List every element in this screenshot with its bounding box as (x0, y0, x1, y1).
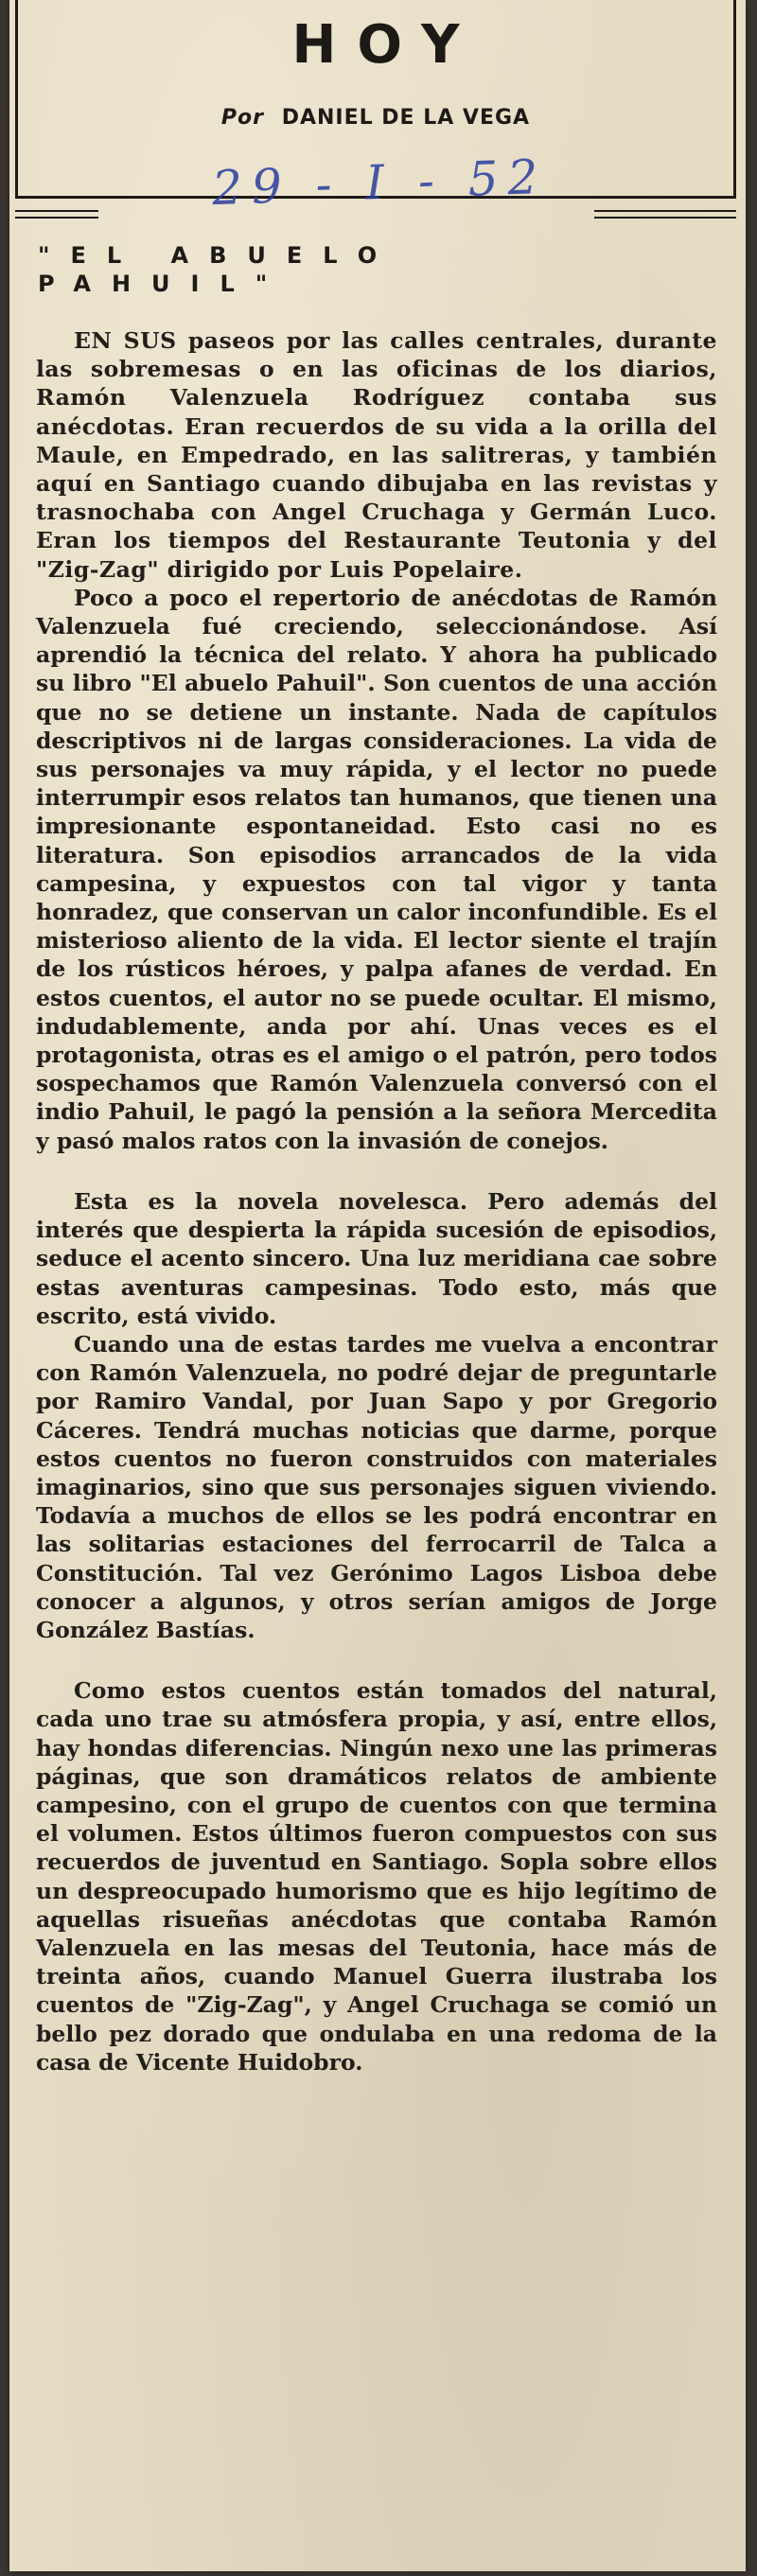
article-paragraph: EN SUS paseos por las calles centrales, durante las sobremesas o en las oficinas de los diarios, Ramón Valenzuela Rodríguez contaba sus anécdotas. Eran recuerdos de su vida a la orilla del Maule, en Empedrado, en las salitreras, y también aquí en Santiago cuando dibujaba en las revistas y trasnochaba con Angel Cruchaga y Germán Luco. Eran los tiempos del Restaurante Teutonia y del "Zig-Zag" dirigido por Luis Popelaire. (36, 327, 717, 583)
byline (18, 106, 733, 130)
newspaper-clipping (9, 0, 746, 2571)
masthead-box (15, 0, 736, 217)
byline-author: DANIEL DE LA VEGA (281, 106, 531, 130)
column-title: HOY (291, 14, 481, 76)
divider-rule-right (594, 210, 736, 219)
handwritten-date: 29 - I - 52 (211, 149, 549, 217)
article-body (36, 326, 717, 2077)
byline-prefix: Por (220, 106, 265, 130)
article-paragraph: Cuando una de estas tardes me vuelva a encontrar con Ramón Valenzuela, no podré dejar de preguntarle por Ramiro Vandal, por Juan Sapo y por Gregorio Cáceres. Tendrá muchas noticias que darme, porque estos cuentos no fueron construidos con materiales imaginarios, sino que sus personajes siguen viviendo. Todavía a muchos de ellos se les podrá encontrar en las solitarias estaciones del ferrocarril de Talca a Constitución. Tal vez Gerónimo Lagos Lisboa debe conocer a algunos, y otros serían amigos de Jorge González Bastías. (36, 1330, 717, 1643)
article-paragraph: Como estos cuentos están tomados del natural, cada uno trae su atmósfera propia, y así, entre ellos, hay hondas diferencias. Ningún nexo une las primeras páginas, que son dramáticos relatos de ambiente campesino, con el grupo de cuentos con que termina el volumen. Estos últimos fueron compuestos con sus recuerdos de juventud en Santiago. Sopla sobre ellos un despreocupado humorismo que es hijo legítimo de aquellas risueñas anécdotas que contaba Ramón Valenzuela en las mesas del Teutonia, hace más de treinta años, cuando Manuel Guerra ilustraba los cuentos de "Zig-Zag", y Angel Cruchaga se comió un bello pez dorado que ondulaba en una redoma de la casa de Vicente Huidobro. (36, 1677, 717, 2076)
article-paragraph: Poco a poco el repertorio de anécdotas de Ramón Valenzuela fué creciendo, seleccionándose. Así aprendió la técnica del relato. Y ahora ha publicado su libro "El abuelo Pahuil". Son cuentos de una acción que no se detiene un instante. Nada de capítulos descriptivos ni de largas consideraciones. La vida de sus personajes va muy rápida, y el lector no puede interrumpir esos relatos tan humanos, que tienen una impresionante espontaneidad. Esto casi no es literatura. Son episodios arrancados de la vida campesina, y expuestos con tal vigor y tanta honradez, que conservan un calor inconfundible. Es el misterioso aliento de la vida. El lector siente el trajín de los rústicos héroes, y palpa afanes de verdad. En estos cuentos, el autor no se puede ocultar. El mismo, indudablemente, anda por ahí. Unas veces es el protagonista, otras es el amigo o el patrón, pero todos sospechamos que Ramón Valenzuela conversó con el indio Pahuil, le pagó la pensión a la señora Mercedita y pasó malos ratos con la invasión de conejos. (36, 584, 717, 1154)
article-heading: "EL ABUELO PAHUIL" (38, 242, 398, 297)
article-paragraph: Esta es la novela novelesca. Pero además del interés que despierta la rápida sucesión de episodios, seduce el acento sincero. Una luz meridiana cae sobre estas aventuras campesinas. Todo esto, más que escrito, está vivido. (36, 1187, 717, 1329)
divider-rule-left (15, 210, 98, 219)
